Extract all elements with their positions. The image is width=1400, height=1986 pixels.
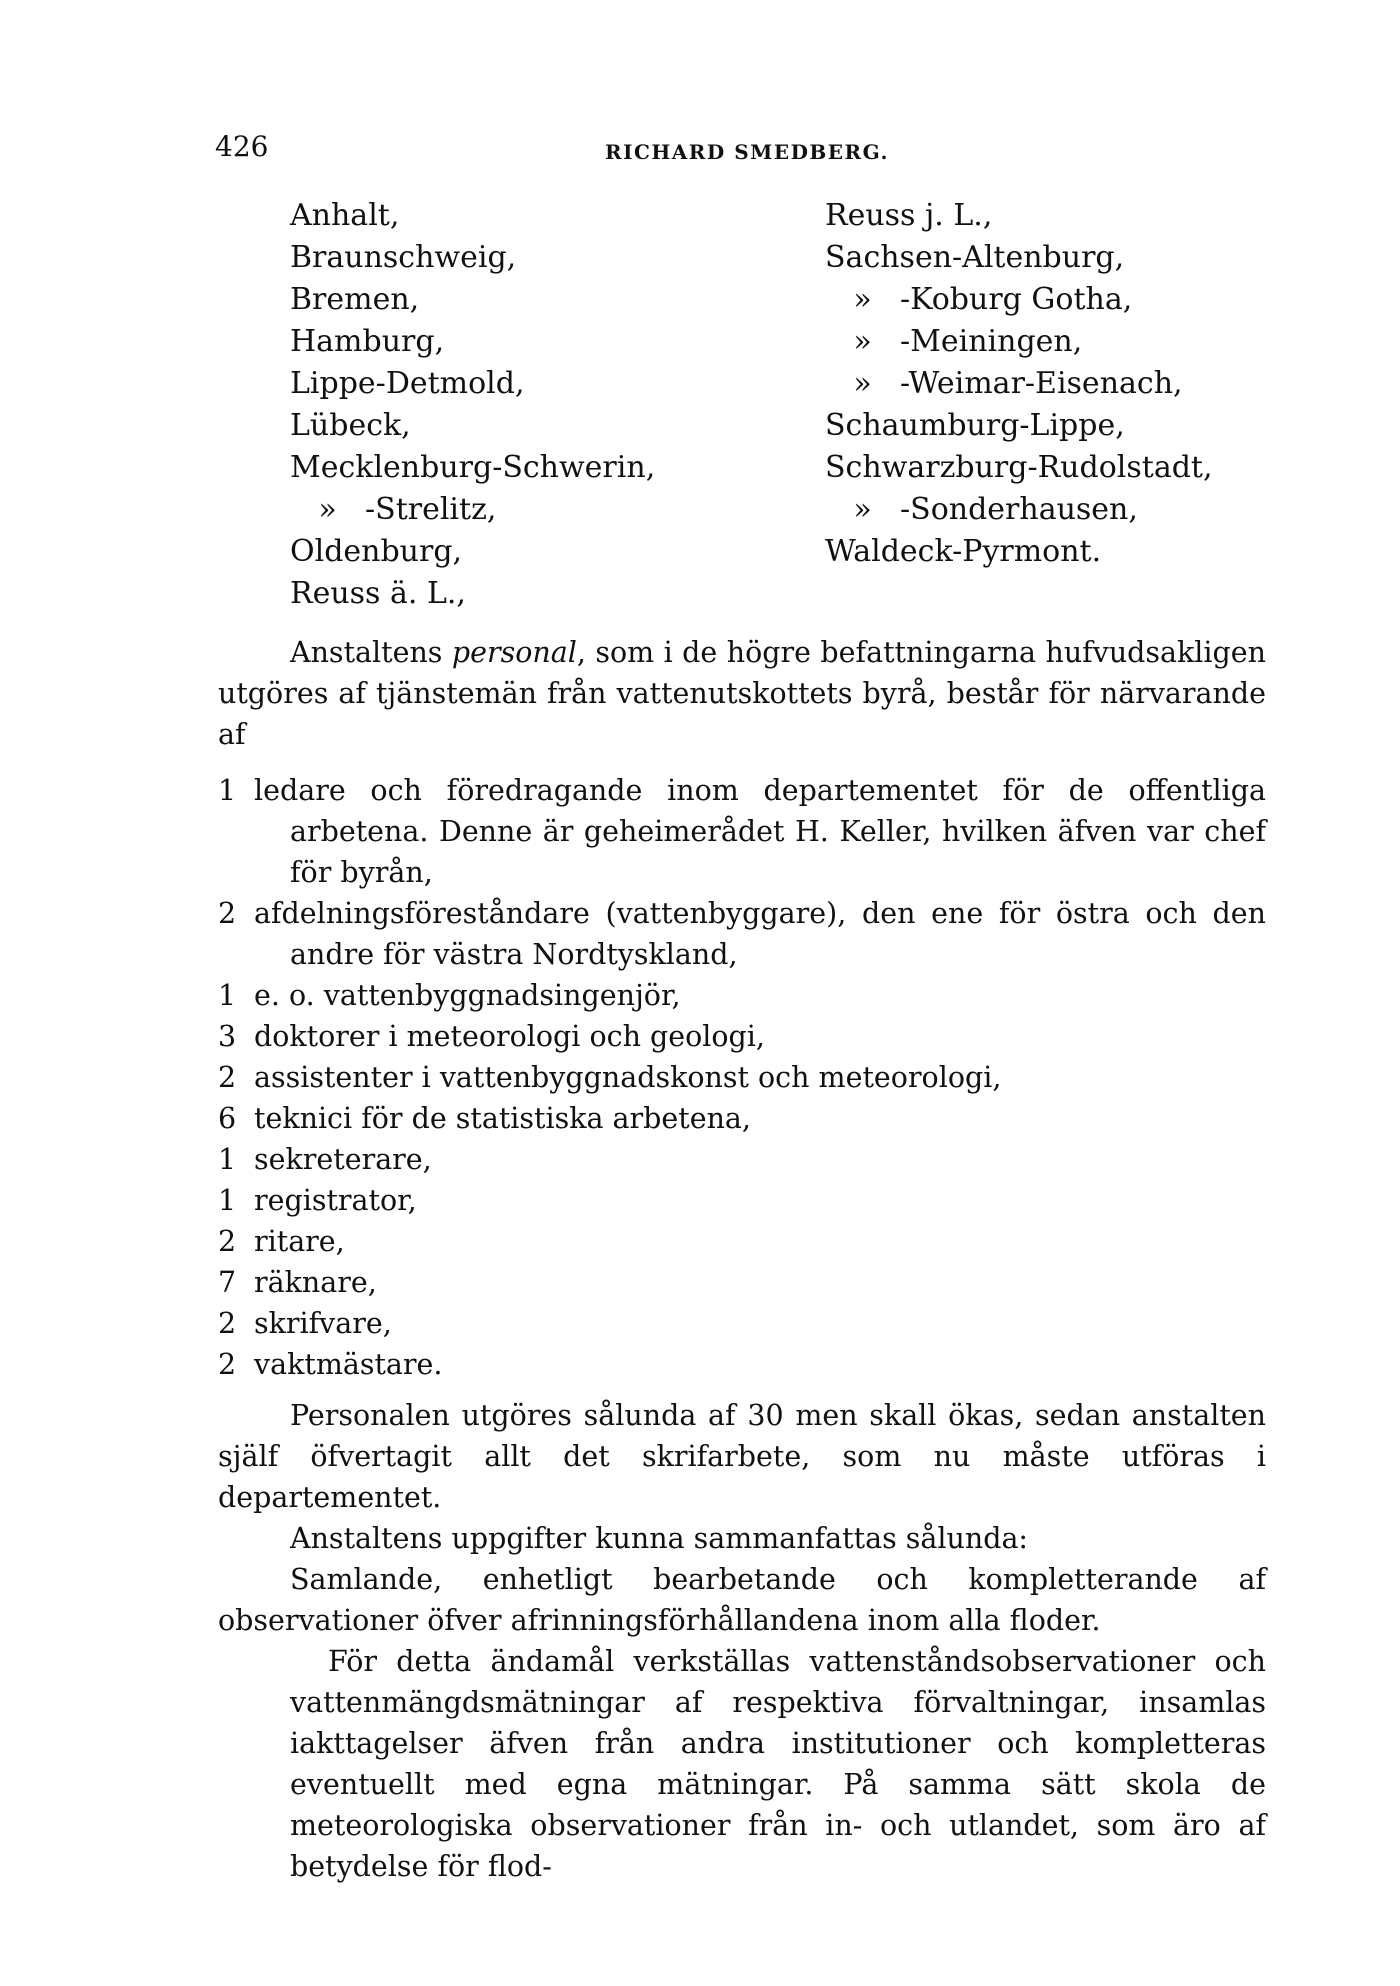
state-name: Hamburg, xyxy=(290,324,445,359)
staff-item xyxy=(218,1098,1266,1139)
ditto-mark: » xyxy=(853,324,872,359)
paragraph-task-details: För detta ändamål verkställas vattenståndsobservationer och vattenmängdsmätningar af respektiva förvaltningar, insamlas iakttagelser äfven från andra institutioner och kompletteras eventuellt med egna mätningar. På samma sätt skola de meteorologiska observationer från in- och utlandet, som äro af betydelse för flod- xyxy=(290,1645,1266,1883)
page-header xyxy=(215,130,1265,170)
state-name: -Sonderhausen, xyxy=(900,492,1138,527)
state-name: Waldeck-Pyrmont. xyxy=(825,534,1102,569)
state-entry xyxy=(290,237,655,279)
intro-text-after: , som i de högre befattningarna hufvudsakligen utgöres af tjänstemän från vattenutskottets byrå, består för närvarande af xyxy=(218,636,1267,751)
state-name: Reuss ä. L., xyxy=(290,576,466,611)
ditto-mark: » xyxy=(318,492,337,527)
staff-count: 2 xyxy=(218,1225,237,1258)
state-entry xyxy=(290,573,655,615)
state-name: Anhalt, xyxy=(290,198,400,233)
staff-item xyxy=(218,1057,1266,1098)
paragraph-personnel-total: Personalen utgöres sålunda af 30 men skall ökas, sedan anstalten själf öfvertagit allt det skrifarbete, som nu måste utföras i departementet. xyxy=(218,1399,1266,1514)
staff-count: 6 xyxy=(218,1102,237,1135)
state-entry xyxy=(290,195,655,237)
staff-item xyxy=(218,1344,1266,1385)
state-entry xyxy=(290,489,655,531)
staff-role: vaktmästare. xyxy=(254,1348,443,1381)
ditto-mark: » xyxy=(853,282,872,317)
state-name: Oldenburg, xyxy=(290,534,463,569)
state-entry xyxy=(825,447,1213,489)
state-name: Lübeck, xyxy=(290,408,411,443)
state-name: Schwarzburg-Rudolstadt, xyxy=(825,450,1213,485)
staff-count: 1 xyxy=(218,1143,237,1176)
state-name: -Weimar-Eisenach, xyxy=(900,366,1183,401)
running-title: RICHARD SMEDBERG. xyxy=(605,140,890,164)
staff-role: räknare, xyxy=(254,1266,377,1299)
staff-role: e. o. vattenbyggnadsingenjör, xyxy=(254,979,681,1012)
state-name: Reuss j. L., xyxy=(825,198,993,233)
state-name: -Strelitz, xyxy=(365,492,497,527)
intro-emphasis: personal xyxy=(451,636,577,669)
staff-item xyxy=(218,770,1266,893)
staff-count: 1 xyxy=(218,1184,237,1217)
intro-text-before: Anstaltens xyxy=(290,636,452,669)
staff-role: ritare, xyxy=(254,1225,345,1258)
state-entry xyxy=(825,405,1213,447)
state-name: Sachsen-Altenburg, xyxy=(825,240,1125,275)
state-entry xyxy=(825,279,1213,321)
staff-list xyxy=(218,770,1266,1385)
staff-item xyxy=(218,1016,1266,1057)
state-name: Schaumburg-Lippe, xyxy=(825,408,1125,443)
staff-item xyxy=(218,1262,1266,1303)
staff-item xyxy=(218,975,1266,1016)
states-right-column xyxy=(825,195,1213,573)
page-number: 426 xyxy=(215,130,269,163)
state-entry xyxy=(825,321,1213,363)
state-entry xyxy=(825,237,1213,279)
staff-count: 7 xyxy=(218,1266,237,1299)
paragraph-tasks-intro: Anstaltens uppgifter kunna sammanfattas sålunda: xyxy=(290,1522,1029,1555)
state-name: Bremen, xyxy=(290,282,420,317)
staff-count: 2 xyxy=(218,1348,237,1381)
staff-role: teknici för de statistiska arbetena, xyxy=(254,1102,751,1135)
state-entry xyxy=(290,279,655,321)
states-left-column xyxy=(290,195,655,615)
staff-item xyxy=(218,1221,1266,1262)
paragraph-task-collecting: Samlande, enhetligt bearbetande och kompletterande af observationer öfver afrinningsförhållandena inom alla floder. xyxy=(218,1563,1266,1637)
state-name: -Meiningen, xyxy=(900,324,1083,359)
staff-item xyxy=(218,1303,1266,1344)
staff-role: afdelningsföreståndare (vattenbyggare), den ene för östra och den andre för västra Nordtyskland, xyxy=(254,897,1266,971)
state-entry xyxy=(290,321,655,363)
state-entry xyxy=(825,531,1213,573)
staff-role: ledare och föredragande inom departementet för de offentliga arbetena. Denne är geheimerådet H. Keller, hvilken äfven var chef för byrån, xyxy=(254,774,1266,889)
body-text xyxy=(218,632,1266,1887)
state-name: Mecklenburg-Schwerin, xyxy=(290,450,656,485)
staff-count: 1 xyxy=(218,774,237,807)
ditto-mark: » xyxy=(853,492,872,527)
staff-item xyxy=(218,1180,1266,1221)
state-name: Braunschweig, xyxy=(290,240,517,275)
staff-role: registrator, xyxy=(254,1184,417,1217)
staff-count: 2 xyxy=(218,1061,237,1094)
staff-role: sekreterare, xyxy=(254,1143,432,1176)
state-entry xyxy=(290,405,655,447)
state-entry xyxy=(290,363,655,405)
state-name: Lippe-Detmold, xyxy=(290,366,525,401)
staff-count: 3 xyxy=(218,1020,237,1053)
staff-item xyxy=(218,1139,1266,1180)
staff-role: assistenter i vattenbyggnadskonst och meteorologi, xyxy=(254,1061,1002,1094)
state-entry xyxy=(290,447,655,489)
staff-role: doktorer i meteorologi och geologi, xyxy=(254,1020,765,1053)
state-entry xyxy=(825,195,1213,237)
staff-count: 2 xyxy=(218,897,237,930)
staff-count: 1 xyxy=(218,979,237,1012)
state-entry xyxy=(290,531,655,573)
intro-paragraph xyxy=(218,632,1266,755)
state-entry xyxy=(825,363,1213,405)
state-entry xyxy=(825,489,1213,531)
staff-item xyxy=(218,893,1266,975)
staff-count: 2 xyxy=(218,1307,237,1340)
ditto-mark: » xyxy=(853,366,872,401)
state-name: -Koburg Gotha, xyxy=(900,282,1133,317)
staff-role: skrifvare, xyxy=(254,1307,392,1340)
